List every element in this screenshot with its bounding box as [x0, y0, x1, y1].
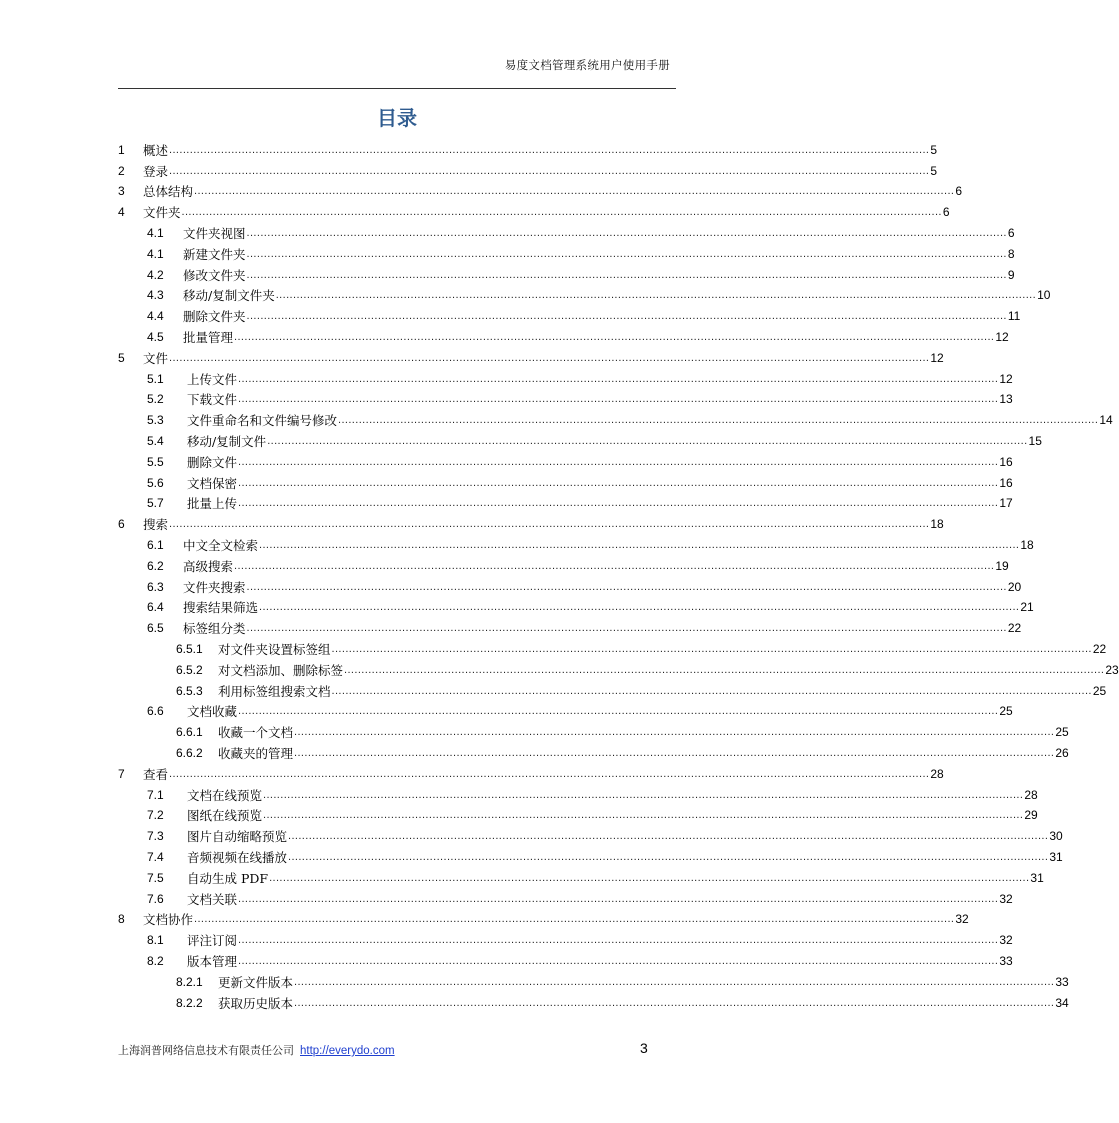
toc-dot-leader: ............................................................................................................................................................................................................................ — [234, 559, 995, 572]
toc-entry-title: 图片自动缩略预览 — [183, 829, 287, 845]
toc-entry-number: 6.5 — [147, 621, 164, 636]
toc-entry-number: 6.4 — [147, 600, 164, 615]
toc-entry-page: 23 — [1105, 662, 1119, 677]
toc-entry-number: 7 — [118, 766, 125, 781]
toc-entry[interactable] — [147, 324, 1009, 345]
toc-entry[interactable] — [147, 927, 1013, 949]
toc-entry-title: 音频视频在线播放 — [183, 849, 287, 865]
toc-entry-number: 7.3 — [147, 829, 164, 844]
toc-entry-title: 文档协作 — [143, 912, 194, 928]
toc-entry[interactable] — [147, 699, 1013, 720]
toc-entry-number: 8.1 — [147, 933, 164, 948]
toc-dot-leader: ............................................................................................................................................................................................................................ — [331, 642, 1092, 655]
toc-entry-title: 对文件夹设置标签组 — [218, 641, 331, 657]
toc-entry[interactable] — [147, 574, 1022, 595]
toc-entry-page: 12 — [999, 371, 1013, 386]
toc-dot-leader: ............................................................................................................................................................................................................................ — [294, 746, 1055, 759]
toc-entry-page: 25 — [1055, 725, 1069, 740]
toc-dot-leader: ............................................................................................................................................................................................................................ — [246, 310, 1007, 323]
toc-entry[interactable] — [118, 158, 938, 179]
toc-entry-title: 文档保密 — [183, 475, 237, 491]
toc-entry-number: 7.1 — [147, 787, 164, 802]
toc-entry[interactable] — [147, 491, 1013, 512]
toc-entry-number: 6.3 — [147, 579, 164, 594]
toc-entry[interactable] — [147, 470, 1013, 491]
toc-entry[interactable] — [147, 865, 1044, 886]
footer-company-name: 上海润普网络信息技术有限责任公司 — [118, 1044, 294, 1057]
toc-entry-page: 25 — [999, 704, 1013, 719]
toc-entry-title: 标签组分类 — [183, 621, 246, 637]
toc-entry-number: 6.2 — [147, 558, 164, 573]
toc-dot-leader: ............................................................................................................................................................................................................................ — [294, 996, 1055, 1009]
toc-entry-page: 9 — [1007, 267, 1015, 282]
toc-entry-page: 30 — [1049, 829, 1063, 844]
toc-entry-title: 总体结构 — [143, 184, 194, 200]
toc-dot-leader: ............................................................................................................................................................................................................................ — [337, 414, 1099, 427]
toc-entry-page: 12 — [995, 329, 1009, 344]
toc-entry-title: 利用标签组搜索文档 — [218, 683, 331, 699]
toc-entry[interactable] — [176, 636, 1107, 657]
toc-entry-number: 8.2.1 — [176, 974, 203, 989]
toc-entry-page: 11 — [1007, 309, 1021, 324]
toc-entry-title: 搜索结果筛选 — [183, 600, 259, 616]
toc-entry[interactable] — [147, 283, 1051, 304]
toc-entry[interactable] — [176, 740, 1069, 761]
toc-entry-page: 33 — [999, 953, 1013, 968]
footer-website-link[interactable]: http://everydo.com — [300, 1045, 395, 1057]
toc-entry-page: 16 — [999, 475, 1013, 490]
toc-entry-title: 删除文件夹 — [183, 309, 246, 325]
toc-entry-title: 中文全文检索 — [183, 537, 259, 553]
toc-entry-number: 5.3 — [147, 413, 164, 428]
toc-entry[interactable] — [147, 366, 1013, 387]
toc-entry-number: 4 — [118, 205, 125, 220]
header-divider — [118, 88, 676, 89]
toc-entry[interactable] — [147, 803, 1038, 824]
toc-dot-leader: ............................................................................................................................................................................................................................ — [237, 892, 999, 905]
toc-entry[interactable] — [147, 449, 1013, 470]
toc-entry-page: 21 — [1020, 600, 1034, 615]
toc-entry-page: 6 — [1007, 225, 1015, 240]
toc-title: 目录 — [377, 106, 417, 130]
toc-entry-title: 搜索 — [143, 517, 169, 533]
toc-entry[interactable] — [147, 823, 1063, 845]
toc-entry-number: 5.7 — [147, 496, 164, 511]
toc-dot-leader: ............................................................................................................................................................................................................................ — [246, 268, 1007, 281]
toc-entry[interactable] — [176, 657, 1119, 678]
toc-entry-page: 22 — [1092, 641, 1107, 656]
toc-dot-leader: ............................................................................................................................................................................................................................ — [331, 684, 1092, 697]
toc-entry-page: 19 — [995, 558, 1009, 573]
toc-entry-title: 高级搜索 — [183, 558, 234, 574]
toc-entry-title: 批量管理 — [183, 329, 234, 345]
toc-entry[interactable] — [147, 886, 1013, 907]
toc-entry-page: 13 — [999, 392, 1013, 407]
toc-entry[interactable] — [118, 179, 963, 200]
toc-entry-number: 5 — [118, 350, 125, 365]
toc-entry-title: 文档收藏 — [183, 704, 237, 720]
toc-dot-leader: ............................................................................................................................................................................................................................ — [237, 372, 999, 385]
toc-entry[interactable] — [147, 241, 1015, 262]
toc-entry-title: 登录 — [143, 163, 169, 179]
toc-dot-leader: ............................................................................................................................................................................................................................ — [246, 247, 1007, 260]
toc-entry-number: 7.2 — [147, 808, 164, 823]
toc-dot-leader: ............................................................................................................................................................................................................................ — [169, 518, 930, 531]
toc-dot-leader: ............................................................................................................................................................................................................................ — [269, 871, 1030, 884]
toc-entry-number: 4.1 — [147, 246, 164, 261]
toc-entry-title: 删除文件 — [183, 454, 237, 470]
toc-entry[interactable] — [118, 199, 950, 221]
toc-entry-title: 批量上传 — [183, 496, 237, 512]
toc-dot-leader: ............................................................................................................................................................................................................................ — [259, 538, 1020, 551]
toc-entry-number: 5.6 — [147, 475, 164, 490]
toc-entry-title: 上传文件 — [183, 371, 237, 387]
toc-entry-number: 5.4 — [147, 433, 164, 448]
toc-entry-number: 4.4 — [147, 309, 164, 324]
toc-entry-title: 自动生成 PDF — [183, 870, 269, 886]
toc-entry-number: 8 — [118, 912, 125, 927]
toc-entry-title: 文件 — [143, 350, 169, 366]
toc-dot-leader: ............................................................................................................................................................................................................................ — [246, 580, 1007, 593]
footer-company — [118, 1042, 395, 1058]
toc-dot-leader: ............................................................................................................................................................................................................................ — [169, 351, 930, 364]
toc-dot-leader: ............................................................................................................................................................................................................................ — [237, 497, 999, 510]
toc-entry-page: 28 — [930, 766, 944, 781]
toc-dot-leader: ............................................................................................................................................................................................................................ — [267, 434, 1028, 447]
toc-entry-page: 32 — [955, 912, 969, 927]
toc-entry-title: 概述 — [143, 142, 169, 158]
toc-entry-number: 8.2 — [147, 953, 164, 968]
toc-entry-page: 18 — [1020, 537, 1034, 552]
toc-entry-page: 5 — [930, 142, 938, 157]
toc-entry[interactable] — [118, 511, 944, 533]
toc-entry-page: 29 — [1024, 808, 1038, 823]
toc-entry-page: 34 — [1055, 995, 1069, 1010]
toc-dot-leader: ............................................................................................................................................................................................................................ — [237, 455, 999, 468]
toc-dot-leader: ............................................................................................................................................................................................................................ — [194, 913, 955, 926]
toc-entry-title: 查看 — [143, 766, 169, 782]
running-header: 易度文档管理系统用户使用手册 — [504, 58, 670, 72]
toc-entry-number: 6.6 — [147, 704, 164, 719]
toc-entry-title: 评注订阅 — [183, 933, 237, 949]
toc-entry[interactable] — [176, 969, 1069, 990]
toc-entry-title: 对文档添加、删除标签 — [218, 662, 344, 678]
toc-dot-leader: ............................................................................................................................................................................................................................ — [237, 954, 999, 967]
toc-dot-leader: ............................................................................................................................................................................................................................ — [287, 850, 1049, 863]
toc-entry-number: 6 — [118, 517, 125, 532]
toc-entry[interactable] — [147, 615, 1022, 637]
toc-dot-leader: ............................................................................................................................................................................................................................ — [294, 975, 1055, 988]
toc-entry-number: 7.6 — [147, 891, 164, 906]
toc-entry-page: 31 — [1049, 849, 1063, 864]
toc-entry-page: 26 — [1055, 745, 1069, 760]
page-number: 3 — [640, 1040, 648, 1056]
toc-entry-page: 16 — [999, 454, 1013, 469]
toc-entry[interactable] — [147, 595, 1034, 616]
toc-dot-leader: ............................................................................................................................................................................................................................ — [237, 934, 999, 947]
toc-dot-leader: ............................................................................................................................................................................................................................ — [275, 289, 1037, 302]
toc-entry-page: 15 — [1028, 433, 1042, 448]
toc-entry-title: 文档在线预览 — [183, 787, 262, 803]
toc-entry-title: 文件重命名和文件编号修改 — [183, 413, 337, 429]
toc-entry-title: 版本管理 — [183, 953, 237, 969]
toc-dot-leader: ............................................................................................................................................................................................................................ — [246, 622, 1007, 635]
toc-dot-leader: ............................................................................................................................................................................................................................ — [294, 726, 1055, 739]
toc-entry-page: 33 — [1055, 974, 1069, 989]
toc-dot-leader: ............................................................................................................................................................................................................................ — [344, 663, 1105, 676]
toc-entry-page: 14 — [1099, 413, 1113, 428]
toc-entry-title: 图纸在线预览 — [183, 808, 262, 824]
toc-entry-number: 5.1 — [147, 371, 164, 386]
toc-entry-page: 28 — [1024, 787, 1038, 802]
toc-entry-page: 22 — [1007, 621, 1022, 636]
toc-entry-page: 6 — [955, 184, 963, 199]
toc-entry[interactable] — [147, 387, 1013, 408]
toc-entry-page: 18 — [930, 517, 944, 532]
toc-entry[interactable] — [176, 990, 1069, 1011]
toc-entry-title: 更新文件版本 — [218, 974, 294, 990]
toc-entry[interactable] — [147, 948, 1013, 969]
toc-entry-title: 下载文件 — [183, 392, 237, 408]
toc-entry-title: 修改文件夹 — [183, 267, 246, 283]
toc-entry-number: 4.2 — [147, 267, 164, 282]
toc-entry-number: 2 — [118, 163, 125, 178]
toc-entry-number: 6.6.1 — [176, 725, 203, 740]
toc-entry-number: 6.5.1 — [176, 641, 203, 656]
toc-dot-leader: ............................................................................................................................................................................................................................ — [262, 788, 1024, 801]
toc-entry-number: 1 — [118, 142, 125, 157]
toc-entry-page: 20 — [1007, 579, 1022, 594]
toc-entry-number: 8.2.2 — [176, 995, 203, 1010]
toc-entry-page: 6 — [942, 205, 950, 220]
toc-dot-leader: ............................................................................................................................................................................................................................ — [237, 705, 999, 718]
toc-entry[interactable] — [118, 137, 938, 158]
toc-entry-title: 移动/复制文件 — [183, 433, 267, 449]
toc-entry-page: 17 — [999, 496, 1013, 511]
toc-entry[interactable] — [147, 303, 1021, 325]
toc-dot-leader: ............................................................................................................................................................................................................................ — [259, 601, 1020, 614]
toc-dot-leader: ............................................................................................................................................................................................................................ — [169, 767, 930, 780]
toc-entry-number: 4.3 — [147, 288, 164, 303]
toc-entry[interactable] — [147, 844, 1063, 865]
toc-entry[interactable] — [118, 907, 969, 928]
toc-entry-title: 获取历史版本 — [218, 995, 294, 1011]
toc-entry[interactable] — [147, 262, 1015, 283]
toc-entry-number: 7.5 — [147, 870, 164, 885]
toc-entry[interactable] — [147, 407, 1113, 429]
toc-entry-number: 6.1 — [147, 537, 164, 552]
toc-entry[interactable] — [118, 761, 944, 782]
toc-dot-leader: ............................................................................................................................................................................................................................ — [234, 330, 995, 343]
toc-entry-number: 3 — [118, 184, 125, 199]
toc-entry-title: 收藏夹的管理 — [218, 745, 294, 761]
toc-entry-page: 10 — [1037, 288, 1051, 303]
toc-entry-number: 6.5.3 — [176, 683, 203, 698]
toc-entry[interactable] — [176, 678, 1107, 699]
toc-dot-leader: ............................................................................................................................................................................................................................ — [169, 143, 930, 156]
toc-entry-number: 6.5.2 — [176, 662, 203, 677]
toc-entry-number: 6.6.2 — [176, 745, 203, 760]
toc-entry-title: 文档关联 — [183, 891, 237, 907]
toc-entry-number: 4.5 — [147, 329, 164, 344]
toc-entry-number: 5.5 — [147, 454, 164, 469]
toc-entry-title: 新建文件夹 — [183, 246, 246, 262]
toc-dot-leader: ............................................................................................................................................................................................................................ — [194, 185, 955, 198]
toc-entry[interactable] — [147, 220, 1015, 241]
toc-entry-title: 文件夹搜索 — [183, 579, 246, 595]
toc-entry-number: 7.4 — [147, 849, 164, 864]
toc-dot-leader: ............................................................................................................................................................................................................................ — [246, 226, 1007, 239]
toc-entry-title: 文件夹 — [143, 205, 181, 221]
toc-entry-title: 收藏一个文档 — [218, 725, 294, 741]
toc-dot-leader: ............................................................................................................................................................................................................................ — [237, 476, 999, 489]
toc-dot-leader: ............................................................................................................................................................................................................................ — [262, 809, 1024, 822]
toc-entry[interactable] — [147, 553, 1009, 574]
toc-dot-leader: ............................................................................................................................................................................................................................ — [237, 393, 999, 406]
toc-entry-page: 32 — [999, 933, 1013, 948]
toc-dot-leader: ............................................................................................................................................................................................................................ — [169, 164, 930, 177]
toc-entry-number: 4.1 — [147, 225, 164, 240]
toc-entry-page: 31 — [1030, 870, 1044, 885]
toc-entry-title: 移动/复制文件夹 — [183, 288, 275, 304]
toc-entry[interactable] — [147, 532, 1034, 553]
toc-dot-leader: ............................................................................................................................................................................................................................ — [181, 206, 942, 219]
toc-dot-leader: ............................................................................................................................................................................................................................ — [287, 830, 1049, 843]
toc-entry-page: 12 — [930, 350, 944, 365]
toc-entry[interactable] — [147, 782, 1038, 803]
toc-entry-title: 文件夹视图 — [183, 225, 246, 241]
toc-entry-page: 32 — [999, 891, 1013, 906]
toc-entry-page: 5 — [930, 163, 938, 178]
toc-entry[interactable] — [147, 428, 1042, 449]
toc-entry[interactable] — [176, 719, 1069, 741]
toc-entry-page: 25 — [1092, 683, 1107, 698]
toc-entry-number: 5.2 — [147, 392, 164, 407]
toc-entry-page: 8 — [1007, 246, 1015, 261]
toc-entry[interactable] — [118, 345, 944, 366]
